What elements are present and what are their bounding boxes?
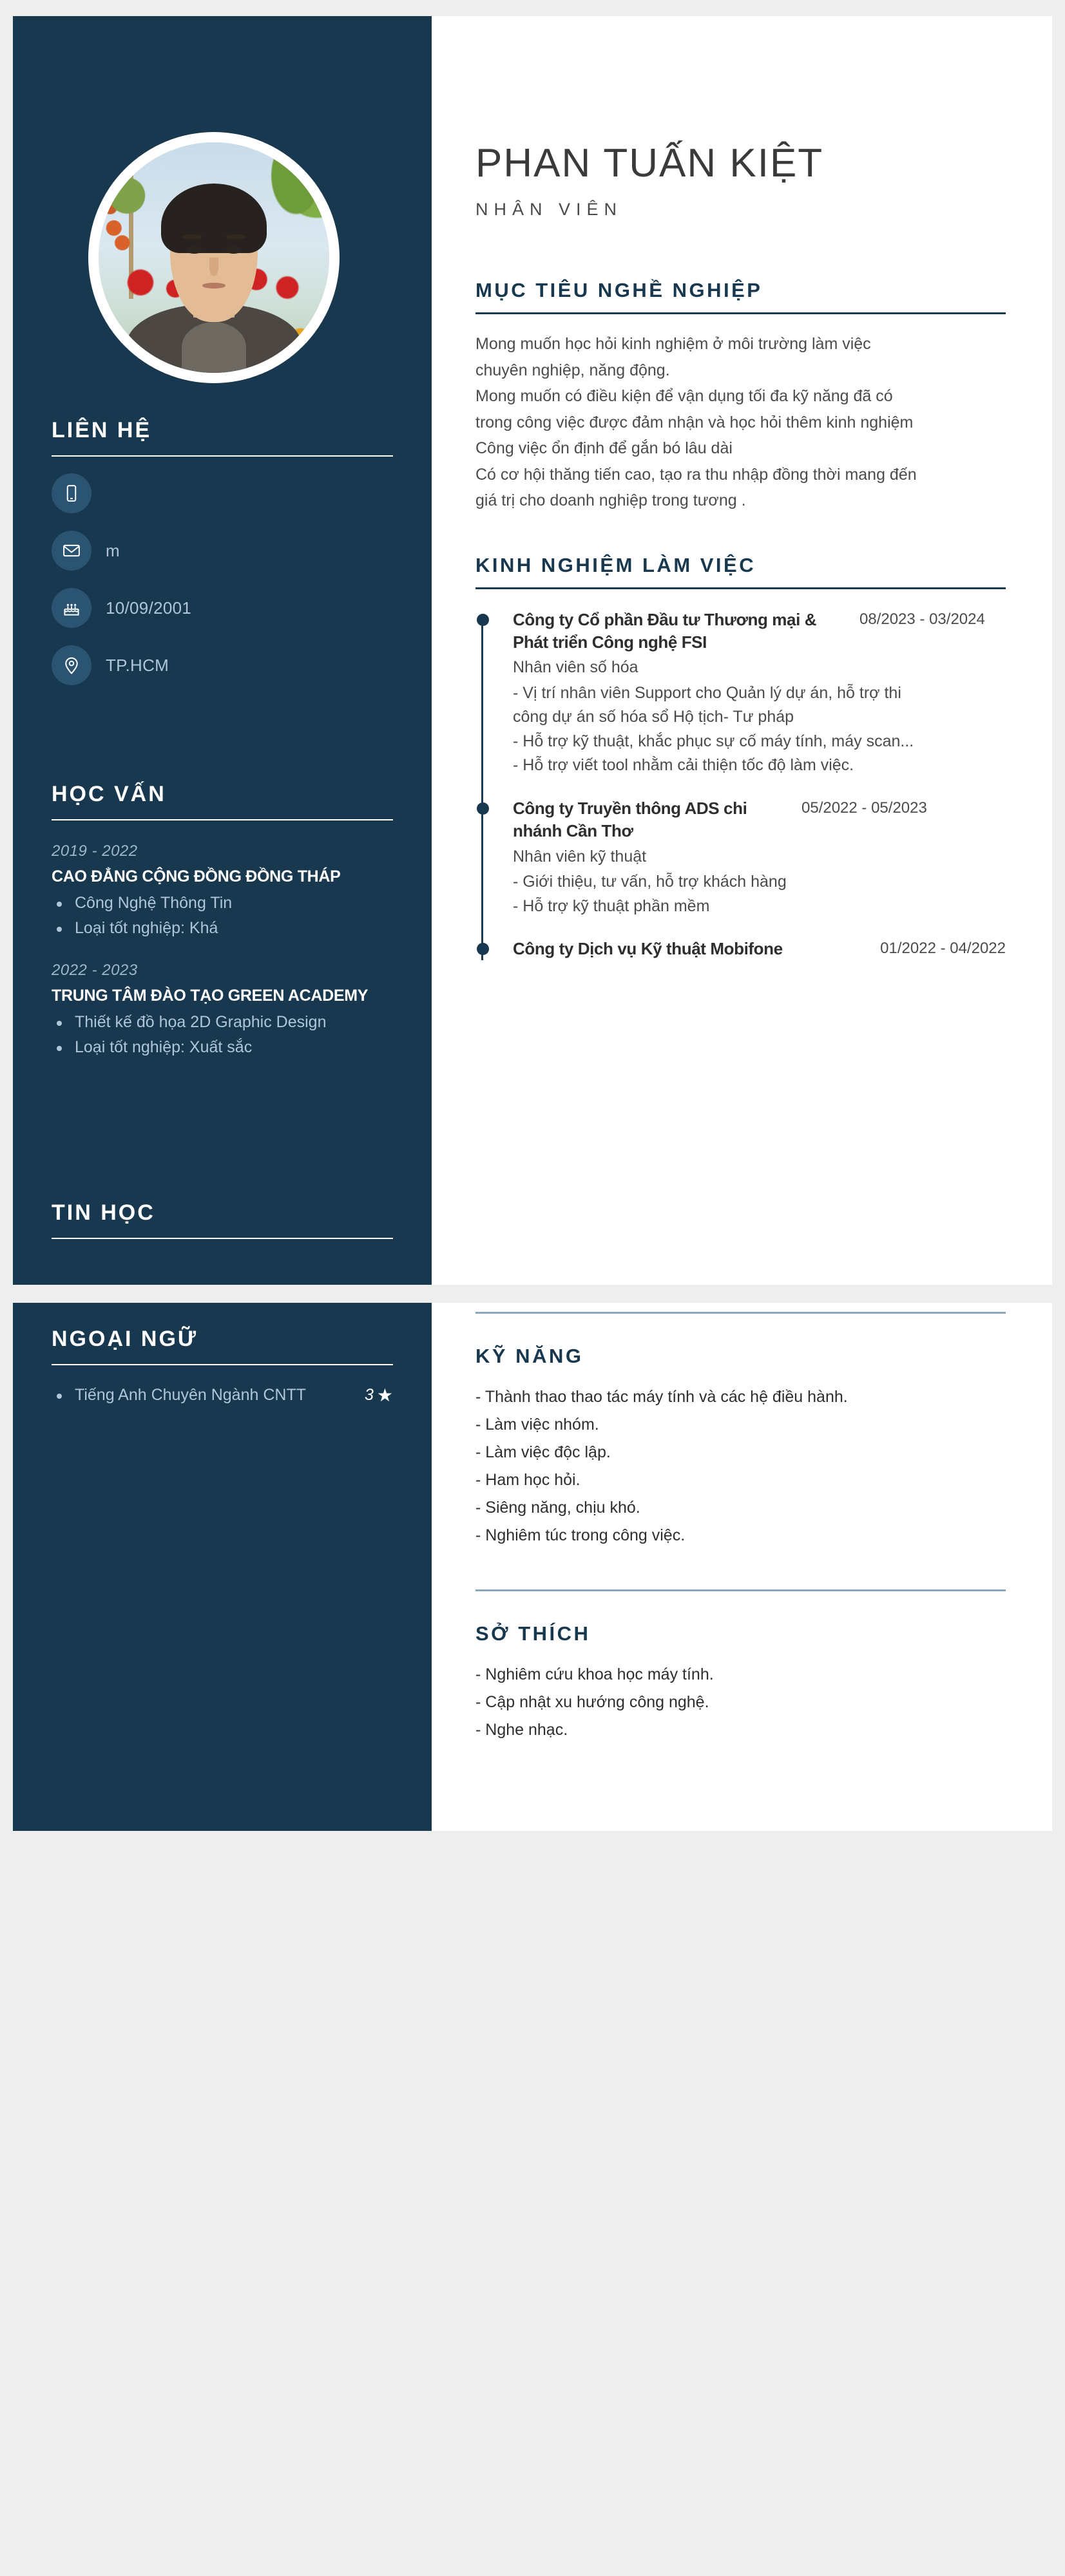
objective-line: Có cơ hội thăng tiến cao, tạo ra thu nhập đồng thời mang đến bbox=[475, 465, 917, 484]
languages-section bbox=[13, 1327, 432, 1407]
language-rating-value: 3 bbox=[364, 1386, 374, 1405]
experience-item bbox=[513, 609, 1006, 778]
skill-item: - Thành thao thao tác máy tính và các hệ điều hành. bbox=[475, 1388, 848, 1406]
experience-position: Nhân viên kỹ thuật bbox=[513, 847, 647, 866]
objective-line: trong công việc được đảm nhận và học hỏi thêm kinh nghiệm bbox=[475, 413, 914, 431]
experience-company: Công ty Dịch vụ Kỹ thuật Mobifone bbox=[513, 939, 783, 958]
language-name: Tiếng Anh Chuyên Ngành CNTT bbox=[75, 1386, 306, 1405]
objective-section bbox=[475, 279, 1006, 514]
star-icon: ★ bbox=[376, 1385, 393, 1405]
avatar bbox=[88, 132, 340, 383]
skill-item: - Làm việc độc lập. bbox=[475, 1443, 611, 1461]
skill-item: - Ham học hỏi. bbox=[475, 1471, 580, 1489]
interests-section bbox=[475, 1589, 1006, 1744]
experience-divider bbox=[475, 587, 1006, 589]
experience-dates: 08/2023 - 03/2024 bbox=[859, 610, 985, 628]
experience-item-header bbox=[513, 609, 1006, 654]
experience-detail-line: - Vị trí nhân viên Support cho Quản lý dự án, hỗ trợ thi bbox=[513, 683, 901, 702]
skill-item: - Làm việc nhóm. bbox=[475, 1416, 599, 1434]
interest-item: - Nghe nhạc. bbox=[475, 1721, 568, 1739]
education-bullets bbox=[52, 891, 393, 940]
education-section bbox=[13, 782, 432, 1060]
education-bullet: Loại tốt nghiệp: Khá bbox=[52, 916, 393, 940]
education-bullet: Thiết kế đồ họa 2D Graphic Design bbox=[52, 1010, 393, 1034]
experience-detail-line: - Hỗ trợ viết tool nhằm cải thiện tốc độ làm việc. bbox=[513, 756, 854, 775]
education-heading: HỌC VẤN bbox=[52, 782, 166, 806]
experience-detail-line: - Hỗ trợ kỹ thuật, khắc phục sự cố máy tính, máy scan... bbox=[513, 732, 914, 750]
page-title: PHAN TUẤN KIỆT bbox=[475, 141, 824, 185]
interest-item: - Nghiêm cứu khoa học máy tính. bbox=[475, 1665, 714, 1683]
experience-detail-line: công dự án số hóa sổ Hộ tịch- Tư pháp bbox=[513, 708, 794, 726]
experience-item-header bbox=[513, 938, 1006, 960]
skills-list bbox=[475, 1383, 1006, 1549]
contact-value-location: TP.HCM bbox=[106, 655, 169, 675]
job-role-subtitle: NHÂN VIÊN bbox=[475, 200, 623, 220]
birthday-cake-icon bbox=[52, 588, 91, 628]
experience-detail-line: - Giới thiệu, tư vấn, hỗ trợ khách hàng bbox=[513, 873, 787, 891]
education-entry bbox=[52, 842, 393, 940]
experience-timeline bbox=[475, 609, 1006, 960]
profile-photo bbox=[99, 142, 329, 373]
experience-section bbox=[475, 554, 1006, 960]
sidebar-page-1 bbox=[13, 16, 432, 1285]
contact-list bbox=[52, 473, 393, 685]
language-item bbox=[52, 1383, 393, 1407]
experience-dates: 01/2022 - 04/2022 bbox=[880, 940, 1006, 957]
experience-details bbox=[513, 681, 1006, 778]
education-school: CAO ĐẲNG CỘNG ĐỒNG ĐỒNG THÁP bbox=[52, 867, 341, 886]
experience-dates: 05/2022 - 05/2023 bbox=[801, 799, 927, 817]
contact-heading: LIÊN HỆ bbox=[52, 418, 152, 442]
main-column-page-2 bbox=[475, 1303, 1006, 1744]
education-divider bbox=[52, 819, 393, 820]
experience-company: Công ty Truyền thông ADS chi nhánh Cần Thơ bbox=[513, 798, 747, 840]
informatics-divider bbox=[52, 1238, 393, 1239]
interests-heading: SỞ THÍCH bbox=[475, 1622, 591, 1645]
experience-item-header bbox=[513, 797, 1006, 842]
title-block bbox=[475, 16, 1006, 220]
contact-row-location[interactable] bbox=[52, 645, 393, 685]
contact-value-birthday: 10/09/2001 bbox=[106, 598, 192, 618]
languages-heading: NGOẠI NGỮ bbox=[52, 1327, 198, 1351]
contact-divider bbox=[52, 455, 393, 457]
envelope-icon bbox=[52, 531, 91, 571]
experience-detail-line: - Hỗ trợ kỹ thuật phần mềm bbox=[513, 896, 710, 915]
language-rating bbox=[365, 1383, 393, 1407]
contact-row-email[interactable] bbox=[52, 531, 393, 571]
cv-page-1 bbox=[13, 16, 1052, 1285]
education-bullets bbox=[52, 1010, 393, 1059]
education-school: TRUNG TÂM ĐÀO TẠO GREEN ACADEMY bbox=[52, 987, 369, 1005]
objective-line: chuyên nghiệp, năng động. bbox=[475, 361, 670, 379]
skills-top-divider bbox=[475, 1312, 1006, 1314]
sidebar-page-2 bbox=[13, 1303, 432, 1831]
experience-item bbox=[513, 797, 1006, 918]
experience-company: Công ty Cổ phần Đầu tư Thương mại & Phát triển Công nghệ FSI bbox=[513, 609, 817, 652]
location-pin-icon bbox=[52, 645, 91, 685]
experience-item bbox=[513, 938, 1006, 960]
main-column-page-1 bbox=[475, 16, 1006, 980]
education-date: 2022 - 2023 bbox=[52, 961, 138, 980]
languages-divider bbox=[52, 1364, 393, 1365]
cv-page-2 bbox=[13, 1303, 1052, 1831]
contact-row-phone[interactable] bbox=[52, 473, 393, 513]
objective-line: giá trị cho doanh nghiệp trong tương . bbox=[475, 491, 746, 510]
skills-section bbox=[475, 1303, 1006, 1549]
education-entry bbox=[52, 961, 393, 1059]
contact-value-email: m bbox=[106, 540, 120, 560]
education-bullet: Loại tốt nghiệp: Xuất sắc bbox=[52, 1036, 393, 1059]
interests-top-divider bbox=[475, 1589, 1006, 1591]
objective-line: Công việc ổn định để gắn bó lâu dài bbox=[475, 439, 733, 458]
objective-body bbox=[475, 331, 1006, 514]
contact-section bbox=[13, 419, 432, 703]
contact-row-birthday[interactable] bbox=[52, 588, 393, 628]
skills-heading: KỸ NĂNG bbox=[475, 1345, 584, 1367]
skill-item: - Siêng năng, chịu khó. bbox=[475, 1499, 640, 1517]
informatics-section bbox=[13, 1201, 432, 1245]
phone-icon bbox=[52, 473, 91, 513]
languages-list bbox=[52, 1383, 393, 1407]
interests-list bbox=[475, 1661, 1006, 1744]
experience-position: Nhân viên số hóa bbox=[513, 658, 638, 677]
objective-line: Mong muốn có điều kiện để vận dụng tối đa kỹ năng đã có bbox=[475, 387, 893, 406]
education-date: 2019 - 2022 bbox=[52, 842, 138, 860]
experience-heading: KINH NGHIỆM LÀM VIỆC bbox=[475, 553, 756, 576]
objective-heading: MỤC TIÊU NGHỀ NGHIỆP bbox=[475, 279, 763, 302]
experience-details bbox=[513, 870, 1006, 918]
skill-item: - Nghiêm túc trong công việc. bbox=[475, 1526, 686, 1544]
informatics-heading: TIN HỌC bbox=[52, 1200, 155, 1225]
objective-line: Mong muốn học hỏi kinh nghiệm ở môi trường làm việc bbox=[475, 335, 871, 354]
interest-item: - Cập nhật xu hướng công nghệ. bbox=[475, 1693, 709, 1711]
education-bullet: Công Nghệ Thông Tin bbox=[52, 891, 393, 915]
objective-divider bbox=[475, 312, 1006, 314]
